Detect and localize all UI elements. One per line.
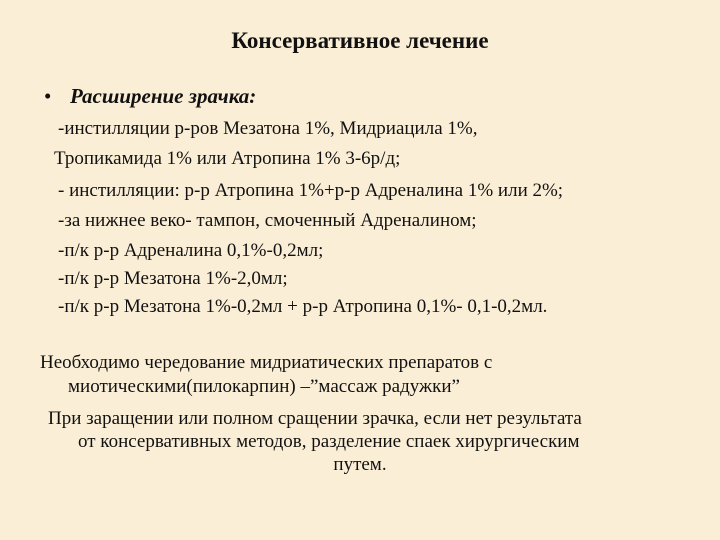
treatment-line: -п/к р-р Адреналина 0,1%-0,2мл; xyxy=(58,240,324,261)
bullet-heading xyxy=(44,84,256,109)
slide-title: Консервативное лечение xyxy=(231,28,489,53)
treatment-line: Тропикамида 1% или Атропина 1% 3-6р/д; xyxy=(54,148,401,169)
treatment-line: -п/к р-р Мезатона 1%-0,2мл + р-р Атропина 0,1%- 0,1-0,2мл. xyxy=(58,296,548,317)
bullet-text: Расширение зрачка: xyxy=(70,84,257,108)
paragraph-line: миотическими(пилокарпин) –”массаж радужки” xyxy=(68,376,460,397)
paragraph-line: При заращении или полном сращении зрачка, если нет результата xyxy=(48,408,582,429)
treatment-line: -за нижнее веко- тампон, смоченный Адреналином; xyxy=(58,210,477,231)
paragraph-line: путем. xyxy=(333,454,387,475)
paragraph-line: Необходимо чередование мидриатических препаратов с xyxy=(40,352,493,373)
bullet-marker: • xyxy=(44,84,52,108)
treatment-line: -п/к р-р Мезатона 1%-2,0мл; xyxy=(58,268,288,289)
treatment-line: -инстилляции р-ров Мезатона 1%, Мидриацила 1%, xyxy=(58,118,478,139)
paragraph-line: от консервативных методов, разделение спаек хирургическим xyxy=(78,431,580,452)
treatment-line: - инстилляции: р-р Атропина 1%+р-р Адреналина 1% или 2%; xyxy=(58,180,564,201)
